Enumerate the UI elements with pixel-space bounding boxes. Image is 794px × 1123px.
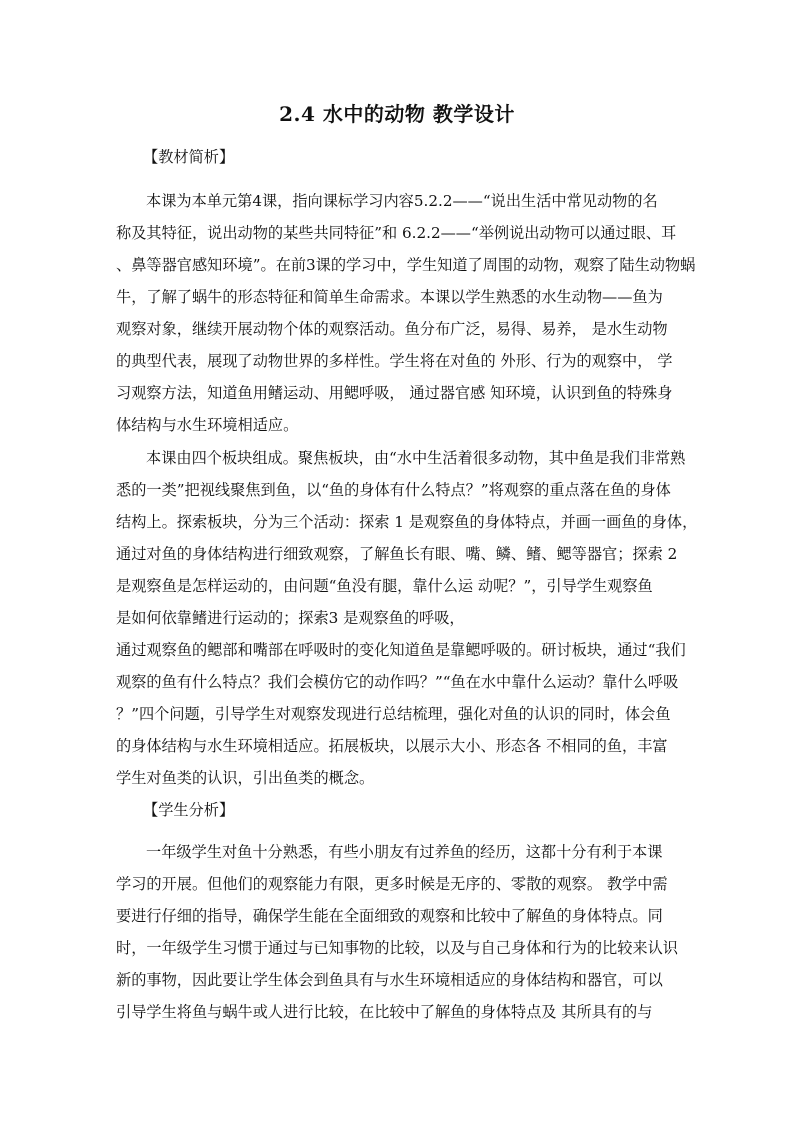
paragraph-line: 牛，了解了蜗牛的形态特征和简单生命需求。本课以学生熟悉的水生动物——鱼为 xyxy=(116,288,663,306)
paragraph-line: 称及其特征，说出动物的某些共同特征”和 6.2.2——“举例说出动物可以通过眼、耳 xyxy=(116,224,677,242)
paragraph-line: 体结构与水生环境相适应。 xyxy=(116,416,299,434)
paragraph-line: 通过观察鱼的鳃部和嘴部在呼吸时的变化知道鱼是靠鳃呼吸的。研讨板块，通过“我们 xyxy=(116,641,686,659)
paragraph-line: 观察对象，继续开展动物个体的观察活动。鱼分布广泛，易得、易养， 是水生动物 xyxy=(116,320,668,338)
paragraph-line: 本课为本单元第4课，指向课标学习内容5.2.2——“说出生活中常见动物的名 xyxy=(146,192,658,210)
paragraph-line: 习观察方法，知道鱼用鳍运动、用鳃呼吸， 通过器官感 知环境，认识到鱼的特殊身 xyxy=(116,384,673,402)
paragraph-line: 一年级学生对鱼十分熟悉，有些小朋友有过养鱼的经历，这都十分有利于本课 xyxy=(146,843,663,861)
section-heading-textbook-analysis: 【教材简析】 xyxy=(143,148,235,166)
paragraph-line: 、鼻等器官感知环境”。在前3课的学习中，学生知道了周围的动物，观察了陆生动物蜗 xyxy=(116,256,696,274)
paragraph-line: 时，一年级学生习惯于通过与已知事物的比较，以及与自己身体和行为的比较来认识 xyxy=(116,939,678,957)
paragraph-line: 新的事物，因此要让学生体会到鱼具有与水生环境相适应的身体结构和器官，可以 xyxy=(116,971,663,989)
paragraph-line: 悉的一类”把视线聚焦到鱼，以“鱼的身体有什么特点？”将观察的重点落在鱼的身体 xyxy=(116,481,671,499)
paragraph-line: 本课由四个板块组成。聚焦板块，由“水中生活着很多动物，其中鱼是我们非常熟 xyxy=(146,449,686,467)
paragraph-line: 的典型代表，展现了动物世界的多样性。学生将在对鱼的 外形、行为的观察中， 学 xyxy=(116,352,673,370)
paragraph-line: 的身体结构与水生环境相适应。拓展板块，以展示大小、形态各 不相同的鱼，丰富 xyxy=(116,737,668,755)
paragraph-line: 学习的开展。但他们的观察能力有限，更多时候是无序的、零散的观察。 教学中需 xyxy=(116,875,668,893)
paragraph-line: 是如何依靠鳍进行运动的；探索3 是观察鱼的呼吸， xyxy=(116,609,465,627)
paragraph-line: 要进行仔细的指导，确保学生能在全面细致的观察和比较中了解鱼的身体特点。同 xyxy=(116,907,663,925)
paragraph-line: ？”四个问题，引导学生对观察发现进行总结梳理，强化对鱼的认识的同时，体会鱼 xyxy=(116,705,671,723)
paragraph-line: 结构上。探索板块，分为三个活动：探索 1 是观察鱼的身体特点，并画一画鱼的身体， xyxy=(116,513,698,531)
paragraph-line: 引导学生将鱼与蜗牛或人进行比较，在比较中了解鱼的身体特点及 其所具有的与 xyxy=(116,1003,653,1021)
paragraph-line: 是观察鱼是怎样运动的，由问题“鱼没有腿，靠什么运 动呢？”，引导学生观察鱼 xyxy=(116,577,653,595)
paragraph-line: 观察的鱼有什么特点？我们会模仿它的动作吗？”“鱼在水中靠什么运动？靠什么呼吸 xyxy=(116,673,679,691)
paragraph-line: 学生对鱼类的认识，引出鱼类的概念。 xyxy=(116,769,375,787)
document-title: 2.4 水中的动物 教学设计 xyxy=(279,102,515,126)
paragraph-line: 通过对鱼的身体结构进行细致观察，了解鱼长有眼、嘴、鳞、鳍、鳃等器官；探索 2 xyxy=(116,545,678,563)
section-heading-student-analysis: 【学生分析】 xyxy=(143,801,235,819)
